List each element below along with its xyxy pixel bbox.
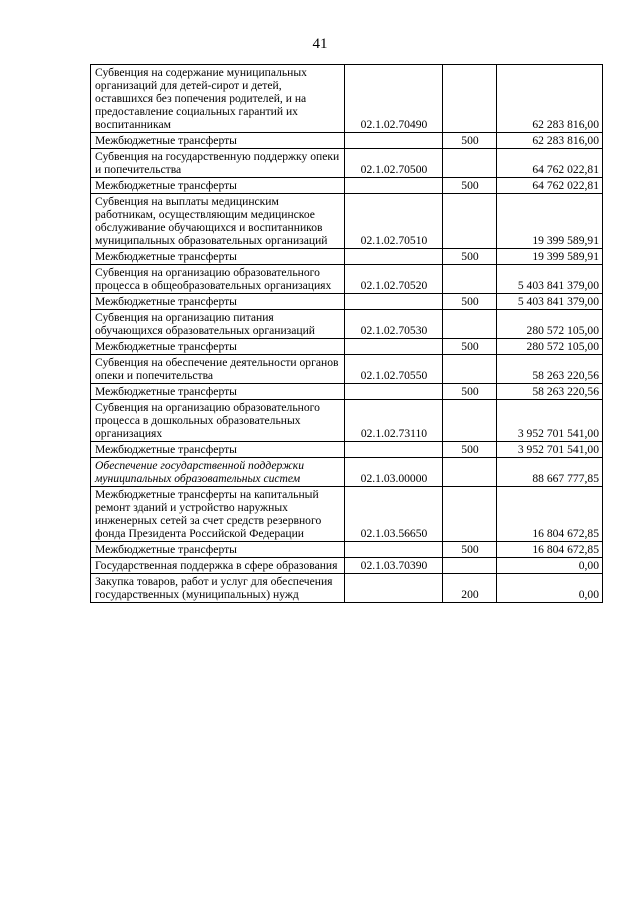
row-expense-type-cell: 500 bbox=[443, 249, 497, 265]
row-amount-cell: 88 667 777,85 bbox=[497, 458, 603, 487]
row-name-cell: Субвенция на обеспечение деятельности органов опеки и попечительства bbox=[91, 355, 345, 384]
table-row bbox=[91, 178, 603, 194]
row-expense-type-cell bbox=[443, 65, 497, 133]
row-amount-cell: 0,00 bbox=[497, 574, 603, 603]
row-name-cell: Закупка товаров, работ и услуг для обеспечения государственных (муниципальных) нужд bbox=[91, 574, 345, 603]
table-row bbox=[91, 149, 603, 178]
row-amount-cell: 5 403 841 379,00 bbox=[497, 265, 603, 294]
table-row bbox=[91, 574, 603, 603]
table-row bbox=[91, 400, 603, 442]
row-amount-cell: 280 572 105,00 bbox=[497, 310, 603, 339]
row-name-cell: Государственная поддержка в сфере образования bbox=[91, 558, 345, 574]
row-amount-cell: 64 762 022,81 bbox=[497, 178, 603, 194]
row-name-cell: Межбюджетные трансферты bbox=[91, 442, 345, 458]
row-name-cell: Межбюджетные трансферты bbox=[91, 133, 345, 149]
table-row bbox=[91, 194, 603, 249]
row-name-cell: Межбюджетные трансферты bbox=[91, 294, 345, 310]
table-row bbox=[91, 487, 603, 542]
row-name-cell: Межбюджетные трансферты bbox=[91, 178, 345, 194]
table-row bbox=[91, 542, 603, 558]
table-row bbox=[91, 265, 603, 294]
row-expense-type-cell: 200 bbox=[443, 574, 497, 603]
row-code-cell: 02.1.03.70390 bbox=[345, 558, 443, 574]
table-row bbox=[91, 339, 603, 355]
row-expense-type-cell bbox=[443, 487, 497, 542]
table-row bbox=[91, 310, 603, 339]
row-code-cell bbox=[345, 442, 443, 458]
row-expense-type-cell: 500 bbox=[443, 542, 497, 558]
row-amount-cell: 64 762 022,81 bbox=[497, 149, 603, 178]
row-name-cell: Субвенция на выплаты медицинским работникам, осуществляющим медицинское обслуживание обучающихся и воспитанников муниципальных образовательных организаций bbox=[91, 194, 345, 249]
row-code-cell: 02.1.03.56650 bbox=[345, 487, 443, 542]
table-row bbox=[91, 355, 603, 384]
table-row bbox=[91, 65, 603, 133]
row-code-cell: 02.1.02.70490 bbox=[345, 65, 443, 133]
row-amount-cell: 3 952 701 541,00 bbox=[497, 442, 603, 458]
row-expense-type-cell: 500 bbox=[443, 339, 497, 355]
row-code-cell bbox=[345, 133, 443, 149]
row-name-cell: Субвенция на содержание муниципальных организаций для детей-сирот и детей, оставшихся без попечения родителей, и на предоставление социальных гарантий их воспитанникам bbox=[91, 65, 345, 133]
row-code-cell bbox=[345, 574, 443, 603]
row-name-cell: Субвенция на государственную поддержку опеки и попечительства bbox=[91, 149, 345, 178]
row-name-cell: Обеспечение государственной поддержки муниципальных образовательных систем bbox=[91, 458, 345, 487]
row-expense-type-cell: 500 bbox=[443, 178, 497, 194]
table-row bbox=[91, 384, 603, 400]
row-expense-type-cell bbox=[443, 194, 497, 249]
row-code-cell bbox=[345, 384, 443, 400]
row-code-cell bbox=[345, 249, 443, 265]
row-amount-cell: 5 403 841 379,00 bbox=[497, 294, 603, 310]
row-name-cell: Межбюджетные трансферты bbox=[91, 339, 345, 355]
row-expense-type-cell: 500 bbox=[443, 384, 497, 400]
row-code-cell: 02.1.02.73110 bbox=[345, 400, 443, 442]
row-code-cell bbox=[345, 294, 443, 310]
row-code-cell: 02.1.02.70510 bbox=[345, 194, 443, 249]
row-code-cell: 02.1.02.70530 bbox=[345, 310, 443, 339]
table-row bbox=[91, 458, 603, 487]
row-name-cell: Межбюджетные трансферты bbox=[91, 542, 345, 558]
budget-table bbox=[90, 64, 603, 603]
row-code-cell bbox=[345, 339, 443, 355]
row-amount-cell: 16 804 672,85 bbox=[497, 542, 603, 558]
row-amount-cell: 19 399 589,91 bbox=[497, 194, 603, 249]
row-amount-cell: 16 804 672,85 bbox=[497, 487, 603, 542]
page-number: 41 bbox=[312, 36, 328, 52]
budget-table-body bbox=[91, 65, 603, 603]
row-amount-cell: 58 263 220,56 bbox=[497, 355, 603, 384]
row-amount-cell: 0,00 bbox=[497, 558, 603, 574]
table-row bbox=[91, 133, 603, 149]
row-name-cell: Межбюджетные трансферты bbox=[91, 384, 345, 400]
table-row bbox=[91, 249, 603, 265]
row-expense-type-cell: 500 bbox=[443, 133, 497, 149]
row-code-cell bbox=[345, 542, 443, 558]
row-name-cell: Межбюджетные трансферты bbox=[91, 249, 345, 265]
row-expense-type-cell bbox=[443, 149, 497, 178]
table-row bbox=[91, 558, 603, 574]
row-name-cell: Субвенция на организацию образовательного процесса в общеобразовательных организациях bbox=[91, 265, 345, 294]
table-row bbox=[91, 442, 603, 458]
table-row bbox=[91, 294, 603, 310]
row-amount-cell: 19 399 589,91 bbox=[497, 249, 603, 265]
row-amount-cell: 3 952 701 541,00 bbox=[497, 400, 603, 442]
row-code-cell bbox=[345, 178, 443, 194]
row-expense-type-cell bbox=[443, 265, 497, 294]
row-code-cell: 02.1.03.00000 bbox=[345, 458, 443, 487]
row-expense-type-cell bbox=[443, 400, 497, 442]
row-expense-type-cell bbox=[443, 310, 497, 339]
row-amount-cell: 58 263 220,56 bbox=[497, 384, 603, 400]
row-name-cell: Межбюджетные трансферты на капитальный ремонт зданий и устройство наружных инженерных сетей за счет средств резервного фонда Президента Российской Федерации bbox=[91, 487, 345, 542]
row-code-cell: 02.1.02.70520 bbox=[345, 265, 443, 294]
row-expense-type-cell: 500 bbox=[443, 294, 497, 310]
row-name-cell: Субвенция на организацию образовательного процесса в дошкольных образовательных организациях bbox=[91, 400, 345, 442]
row-amount-cell: 280 572 105,00 bbox=[497, 339, 603, 355]
row-expense-type-cell bbox=[443, 558, 497, 574]
row-expense-type-cell: 500 bbox=[443, 442, 497, 458]
row-expense-type-cell bbox=[443, 355, 497, 384]
row-amount-cell: 62 283 816,00 bbox=[497, 65, 603, 133]
row-amount-cell: 62 283 816,00 bbox=[497, 133, 603, 149]
row-name-cell: Субвенция на организацию питания обучающихся образовательных организаций bbox=[91, 310, 345, 339]
row-code-cell: 02.1.02.70550 bbox=[345, 355, 443, 384]
row-code-cell: 02.1.02.70500 bbox=[345, 149, 443, 178]
row-expense-type-cell bbox=[443, 458, 497, 487]
